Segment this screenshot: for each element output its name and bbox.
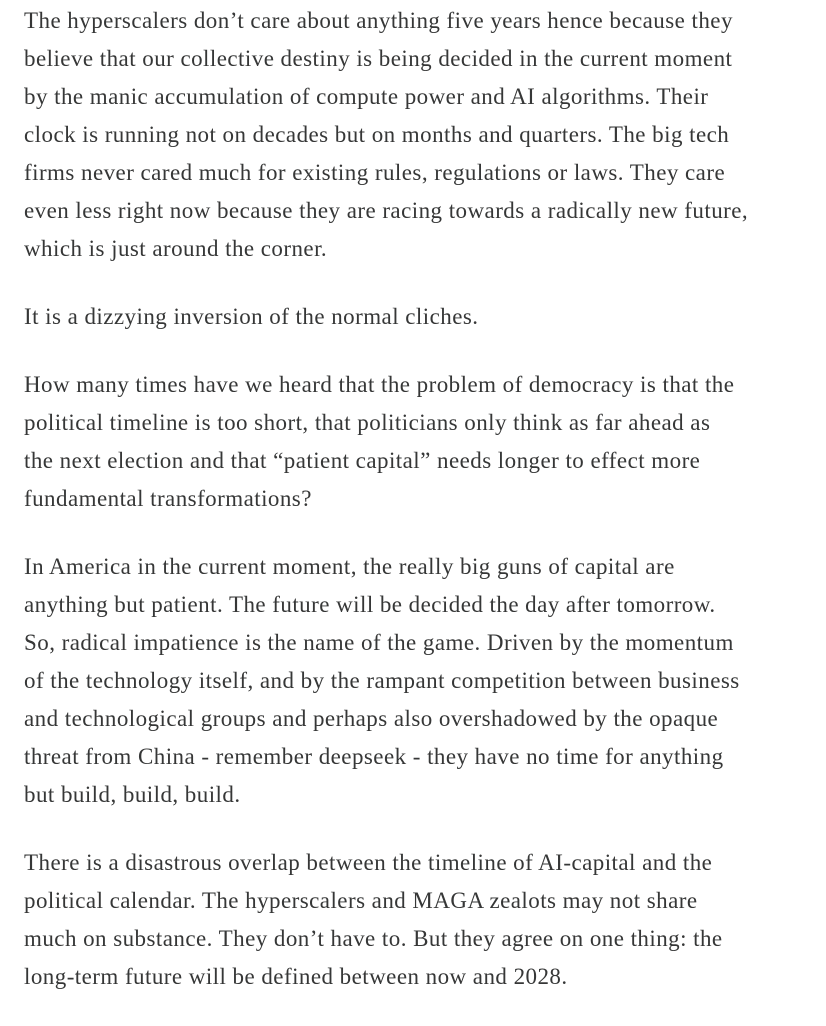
paragraph	[24, 298, 826, 336]
paragraph	[24, 366, 826, 518]
paragraph	[24, 2, 826, 268]
text-line: How many times have we heard that the problem of democracy is that the	[24, 372, 735, 397]
text-line: threat from China - remember deepseek - they have no time for anything	[24, 744, 724, 769]
text-line: even less right now because they are racing towards a radically new future,	[24, 198, 749, 223]
paragraph	[24, 844, 826, 996]
text-line: long-term future will be defined between now and 2028.	[24, 964, 568, 989]
text-line: fundamental transformations?	[24, 486, 312, 511]
text-line: political timeline is too short, that politicians only think as far ahead as	[24, 410, 711, 435]
paragraph	[24, 548, 826, 814]
text-line: the next election and that “patient capital” needs longer to effect more	[24, 448, 701, 473]
article-body	[24, 2, 826, 1026]
text-line: clock is running not on decades but on months and quarters. The big tech	[24, 122, 730, 147]
text-line: anything but patient. The future will be decided the day after tomorrow.	[24, 592, 716, 617]
text-line: In America in the current moment, the really big guns of capital are	[24, 554, 675, 579]
text-line: political calendar. The hyperscalers and MAGA zealots may not share	[24, 888, 698, 913]
text-line: and technological groups and perhaps also overshadowed by the opaque	[24, 706, 719, 731]
text-line: which is just around the corner.	[24, 236, 328, 261]
text-line: believe that our collective destiny is being decided in the current moment	[24, 46, 733, 71]
text-line: The hyperscalers don’t care about anything five years hence because they	[24, 8, 733, 33]
text-line: by the manic accumulation of compute power and AI algorithms. Their	[24, 84, 709, 109]
text-line: much on substance. They don’t have to. But they agree on one thing: the	[24, 926, 723, 951]
text-line: So, radical impatience is the name of the game. Driven by the momentum	[24, 630, 734, 655]
text-line: There is a disastrous overlap between the timeline of AI-capital and the	[24, 850, 713, 875]
text-line: of the technology itself, and by the rampant competition between business	[24, 668, 740, 693]
text-line: firms never cared much for existing rules, regulations or laws. They care	[24, 160, 726, 185]
text-line: It is a dizzying inversion of the normal cliches.	[24, 304, 479, 329]
text-line: but build, build, build.	[24, 782, 241, 807]
